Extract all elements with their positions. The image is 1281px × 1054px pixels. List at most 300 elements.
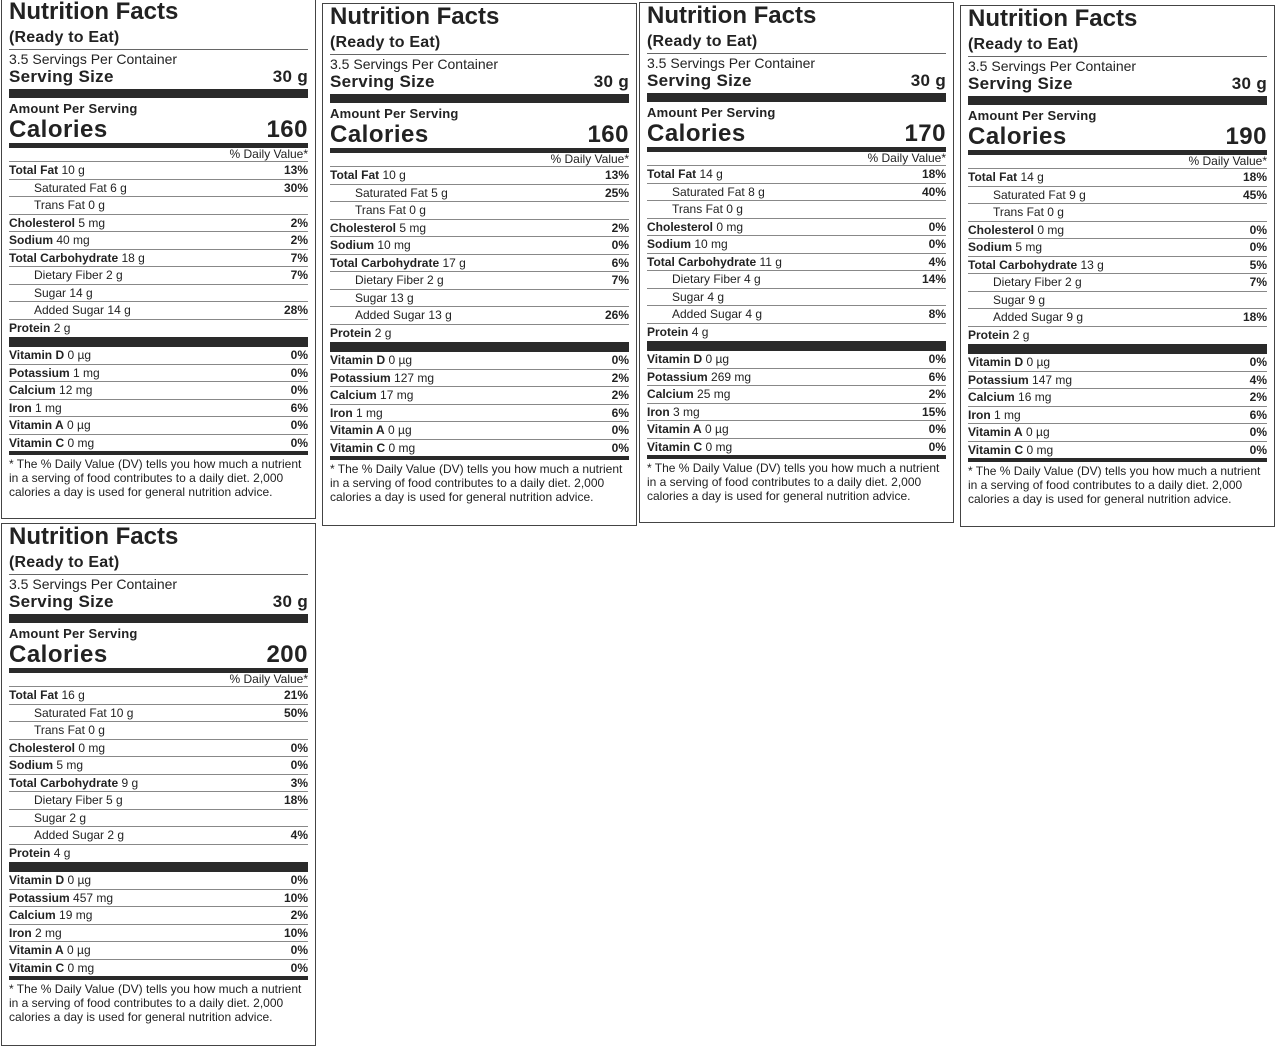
daily-value-percent: 2% (611, 220, 629, 235)
nutrient-label (968, 354, 1050, 371)
nutrient-amount: 5 g (106, 793, 123, 807)
nutrient-amount: 1 mg (73, 365, 100, 380)
nutrient-label (9, 400, 62, 417)
nutrient-row-iron (968, 407, 1267, 425)
nutrient-row-vitamin-a (330, 422, 629, 440)
daily-value-percent: 18% (1242, 310, 1267, 324)
nutrient-amount: 0 µg (705, 352, 730, 366)
nutrient-row-protein (330, 325, 629, 342)
daily-value-percent: 0% (290, 383, 308, 397)
nutrient-name: Protein (9, 320, 51, 335)
nutrient-label (330, 405, 383, 422)
nutrient-row-iron (9, 400, 308, 418)
nutrient-label (330, 220, 426, 237)
calories-row (330, 122, 629, 148)
nutrient-row-trans-fat (647, 201, 946, 219)
nutrient-name: Potassium (9, 365, 70, 380)
daily-value-header: % Daily Value* (330, 153, 629, 167)
daily-value-percent: 0% (290, 348, 308, 362)
daily-value-percent: 2% (611, 388, 629, 402)
calories-row (9, 117, 308, 143)
nutrient-row-added-sugar (330, 307, 629, 325)
daily-value-percent: 2% (290, 908, 308, 922)
daily-value-percent: 0% (290, 873, 308, 887)
nutrition-label (1, 0, 316, 519)
nutrient-row-potassium (330, 370, 629, 388)
nutrient-name: Total Fat (9, 688, 59, 702)
nutrient-amount: 0 g (1047, 205, 1064, 219)
daily-value-header: % Daily Value* (647, 152, 946, 166)
nutrient-amount: 0 g (726, 202, 743, 216)
nutrient-label (34, 302, 131, 319)
nutrient-name: Total Carbohydrate (647, 254, 757, 269)
servings-per-container: 3.5 Servings Per Container (9, 51, 178, 67)
nutrient-amount: 9 g (121, 775, 139, 790)
nutrient-name: Trans Fat (672, 202, 723, 216)
nutrient-label (330, 255, 466, 272)
nutrient-label (34, 705, 133, 722)
nutrient-label (9, 890, 113, 907)
daily-value-percent: 3% (290, 775, 308, 790)
nutrient-label (330, 370, 434, 387)
nutrient-amount: 0 µg (1026, 425, 1050, 439)
nutrient-label (647, 439, 732, 456)
serving-size-label: Serving Size (9, 592, 114, 611)
serving-size-value: 30 g (593, 72, 629, 91)
calories-label: Calories (330, 121, 429, 148)
nutrient-name: Vitamin A (9, 943, 64, 957)
nutrient-amount: 2 g (69, 810, 87, 825)
daily-value-percent: 13% (283, 163, 308, 177)
daily-value-percent: 14% (921, 272, 946, 286)
nutrient-label (672, 184, 765, 201)
nutrient-name: Sugar (355, 290, 388, 305)
nutrient-row-total-carbohydrate (968, 257, 1267, 275)
nutrient-name: Dietary Fiber (355, 273, 424, 287)
nutrient-row-total-fat (9, 162, 308, 180)
daily-value-percent: 2% (290, 233, 308, 247)
daily-value-percent: 8% (928, 307, 946, 321)
thick-divider (968, 344, 1267, 354)
nutrient-label (355, 185, 448, 202)
daily-value-percent: 7% (290, 268, 308, 282)
nutrient-label (647, 166, 723, 183)
nutrient-label (34, 827, 124, 844)
nutrient-label (968, 372, 1072, 389)
nutrient-row-trans-fat (9, 722, 308, 740)
daily-value-percent: 2% (1249, 390, 1267, 404)
nutrient-amount: 0 µg (705, 422, 729, 436)
daily-value-percent: 4% (290, 828, 308, 842)
nutrient-amount: 14 g (69, 285, 93, 300)
nutrient-amount: 10 g (61, 163, 85, 177)
nutrient-amount: 17 mg (380, 388, 414, 402)
nutrient-name: Calcium (968, 390, 1015, 404)
nutrient-label (993, 274, 1082, 291)
thick-divider (9, 89, 308, 98)
amount-per-serving: Amount Per Serving (647, 105, 776, 120)
daily-value-percent: 6% (611, 405, 629, 420)
serving-size-row (968, 74, 1267, 94)
nutrient-row-vitamin-d (330, 352, 629, 370)
nutrient-row-vitamin-d (9, 872, 308, 890)
daily-value-percent: 7% (1249, 275, 1267, 289)
nutrient-label (34, 285, 93, 302)
amount-per-serving: Amount Per Serving (330, 106, 459, 121)
label-subtitle: (Ready to Eat) (330, 34, 629, 55)
nutrient-amount: 0 mg (388, 440, 416, 455)
serving-size-row (9, 67, 308, 87)
nutrient-row-cholesterol (647, 219, 946, 237)
nutrient-amount: 457 mg (73, 890, 114, 905)
nutrition-label (639, 2, 954, 523)
nutrient-label (34, 722, 105, 739)
daily-value-percent: 0% (1249, 222, 1267, 237)
nutrient-row-added-sugar (9, 827, 308, 845)
nutrient-amount: 0 µg (67, 873, 92, 887)
nutrient-amount: 3 mg (673, 404, 700, 419)
nutrient-label (9, 925, 62, 942)
nutrient-name: Calcium (9, 908, 56, 922)
nutrient-amount: 0 g (88, 198, 105, 212)
nutrient-row-vitamin-d (647, 351, 946, 369)
nutrient-amount: 0 µg (1026, 355, 1051, 369)
nutrient-name: Protein (9, 845, 51, 860)
daily-value-percent: 7% (611, 273, 629, 287)
nutrient-amount: 147 mg (1032, 372, 1073, 387)
nutrient-name: Total Carbohydrate (330, 255, 440, 270)
nutrient-amount: 5 mg (399, 220, 427, 235)
daily-value-percent: 0% (928, 422, 946, 436)
nutrient-label (993, 292, 1045, 309)
nutrient-name: Sugar (672, 289, 705, 304)
nutrient-row-dietary-fiber (330, 272, 629, 290)
nutrient-amount: 269 mg (711, 369, 752, 384)
nutrient-label (9, 320, 70, 337)
nutrient-row-calcium (9, 907, 308, 925)
nutrient-amount: 0 g (88, 723, 105, 737)
nutrient-row-sodium (330, 237, 629, 255)
nutrient-name: Total Fat (647, 167, 697, 181)
calories-row (9, 642, 308, 668)
nutrient-label (647, 351, 729, 368)
nutrient-amount: 0 µg (67, 943, 91, 957)
nutrient-row-saturated-fat (9, 705, 308, 723)
daily-value-percent: 0% (1249, 425, 1267, 439)
calories-value: 200 (266, 641, 308, 668)
nutrient-row-total-carbohydrate (9, 250, 308, 268)
nutrition-label (322, 3, 637, 526)
amount-per-serving: Amount Per Serving (9, 101, 138, 116)
nutrient-amount: 0 mg (67, 960, 95, 975)
nutrient-label (9, 942, 91, 959)
nutrient-name: Saturated Fat (34, 705, 107, 720)
nutrient-row-vitamin-a (9, 942, 308, 960)
thick-divider (9, 337, 308, 347)
label-title: Nutrition Facts (9, 0, 179, 25)
daily-value-percent: 10% (283, 925, 308, 940)
nutrient-amount: 0 µg (67, 418, 91, 432)
nutrient-row-vitamin-d (9, 347, 308, 365)
nutrient-amount: 0 mg (1026, 442, 1054, 457)
nutrient-name: Cholesterol (9, 740, 76, 755)
nutrient-label (355, 307, 452, 324)
nutrient-row-vitamin-c (9, 435, 308, 452)
calories-label: Calories (9, 641, 108, 668)
nutrient-amount: 5 mg (1015, 240, 1043, 254)
nutrient-row-vitamin-d (968, 354, 1267, 372)
nutrient-name: Vitamin D (647, 352, 703, 366)
label-subtitle: (Ready to Eat) (9, 554, 308, 575)
nutrient-label (330, 167, 406, 184)
daily-value-percent: 4% (1249, 372, 1267, 387)
nutrient-amount: 4 g (707, 289, 725, 304)
nutrient-amount: 2 g (107, 828, 125, 842)
amount-per-serving: Amount Per Serving (9, 626, 138, 641)
nutrient-name: Calcium (9, 383, 56, 397)
nutrient-label (355, 290, 414, 307)
daily-value-percent: 21% (283, 688, 308, 702)
calories-row (968, 124, 1267, 150)
nutrient-amount: 0 mg (1037, 222, 1065, 237)
nutrient-amount: 0 mg (716, 219, 744, 234)
nutrient-label (968, 327, 1029, 344)
nutrient-amount: 127 mg (394, 370, 435, 385)
nutrient-amount: 40 mg (56, 233, 90, 247)
nutrient-name: Vitamin D (9, 873, 65, 887)
nutrient-name: Dietary Fiber (672, 272, 741, 286)
nutrient-name: Added Sugar (34, 303, 105, 317)
nutrient-name: Added Sugar (34, 828, 105, 842)
nutrient-amount: 14 g (107, 303, 131, 317)
nutrient-row-saturated-fat (647, 184, 946, 202)
daily-value-percent: 2% (290, 215, 308, 230)
nutrient-row-protein (9, 845, 308, 862)
daily-value-percent: 0% (290, 758, 308, 772)
nutrient-name: Sodium (9, 233, 53, 247)
daily-value-header: % Daily Value* (9, 148, 308, 162)
nutrient-amount: 14 g (699, 167, 723, 181)
nutrient-label (9, 687, 85, 704)
nutrient-label (330, 387, 413, 404)
nutrient-name: Vitamin A (9, 418, 64, 432)
nutrient-row-total-carbohydrate (9, 775, 308, 793)
nutrient-label (330, 440, 415, 457)
daily-value-percent: 6% (611, 255, 629, 270)
thick-divider (330, 94, 629, 103)
nutrient-amount: 12 mg (59, 383, 93, 397)
nutrient-name: Vitamin C (968, 442, 1024, 457)
nutrient-name: Vitamin C (330, 440, 386, 455)
footnote: * The % Daily Value (DV) tells you how much a nutrient in a serving of food contributes to a daily diet. 2,000 calories a day is used for general nutrition advice. (968, 464, 1261, 506)
serving-size-row (330, 72, 629, 92)
nutrient-row-calcium (9, 382, 308, 400)
nutrient-label (672, 289, 724, 306)
nutrient-row-total-fat (968, 169, 1267, 187)
serving-size-row (647, 71, 946, 91)
nutrient-row-dietary-fiber (9, 792, 308, 810)
nutrient-row-dietary-fiber (968, 274, 1267, 292)
nutrient-amount: 9 g (1069, 187, 1086, 202)
nutrient-name: Sodium (968, 240, 1012, 254)
nutrient-name: Added Sugar (672, 307, 743, 321)
nutrient-name: Sugar (34, 285, 67, 300)
nutrient-row-saturated-fat (330, 185, 629, 203)
nutrient-label (672, 306, 762, 323)
nutrient-name: Trans Fat (34, 198, 85, 212)
nutrient-amount: 2 mg (35, 925, 62, 940)
serving-size-value: 30 g (272, 67, 308, 86)
nutrient-row-protein (647, 324, 946, 341)
nutrient-label (330, 422, 412, 439)
nutrient-label (672, 271, 761, 288)
daily-value-percent: 0% (1249, 240, 1267, 254)
nutrient-name: Total Fat (968, 170, 1018, 184)
nutrient-amount: 5 mg (56, 758, 84, 772)
nutrient-label (968, 169, 1044, 186)
label-title: Nutrition Facts (9, 523, 179, 550)
daily-value-percent: 30% (283, 180, 308, 195)
footnote: * The % Daily Value (DV) tells you how much a nutrient in a serving of food contributes to a daily diet. 2,000 calories a day is used for general nutrition advice. (9, 982, 302, 1024)
nutrient-amount: 4 g (744, 272, 761, 286)
nutrient-name: Total Fat (9, 163, 59, 177)
calories-label: Calories (968, 123, 1067, 150)
daily-value-percent: 4% (928, 254, 946, 269)
nutrient-name: Trans Fat (355, 203, 406, 217)
calories-row (647, 121, 946, 147)
servings-per-container: 3.5 Servings Per Container (647, 55, 816, 71)
nutrient-name: Vitamin A (330, 423, 385, 437)
nutrient-name: Sodium (647, 237, 691, 251)
nutrient-name: Iron (9, 925, 32, 940)
nutrient-name: Cholesterol (968, 222, 1035, 237)
nutrient-label (9, 250, 145, 267)
nutrient-label (330, 352, 412, 369)
nutrient-label (968, 222, 1064, 239)
serving-size-row (9, 592, 308, 612)
footnote-divider (968, 458, 1267, 462)
nutrient-row-vitamin-c (9, 960, 308, 977)
nutrient-amount: 13 g (390, 290, 414, 305)
nutrient-label (9, 775, 138, 792)
nutrient-name: Potassium (330, 370, 391, 385)
nutrient-amount: 11 g (759, 254, 782, 269)
nutrient-row-vitamin-c (968, 442, 1267, 459)
nutrient-name: Cholesterol (330, 220, 397, 235)
thick-divider (968, 96, 1267, 105)
nutrient-row-dietary-fiber (647, 271, 946, 289)
nutrient-amount: 4 g (745, 307, 763, 321)
daily-value-percent: 2% (928, 387, 946, 401)
label-title: Nutrition Facts (647, 2, 817, 29)
nutrient-label (968, 407, 1021, 424)
nutrient-row-sodium (647, 236, 946, 254)
nutrient-amount: 14 g (1020, 170, 1044, 184)
nutrient-row-iron (647, 404, 946, 422)
daily-value-percent: 2% (611, 370, 629, 385)
nutrient-name: Iron (330, 405, 353, 420)
daily-value-header: % Daily Value* (968, 155, 1267, 169)
nutrient-name: Vitamin A (647, 422, 702, 436)
nutrient-amount: 6 g (110, 180, 127, 195)
daily-value-percent: 40% (921, 184, 946, 199)
nutrient-amount: 0 mg (705, 439, 733, 454)
nutrient-amount: 19 mg (59, 908, 93, 922)
nutrient-name: Saturated Fat (34, 180, 107, 195)
nutrient-row-potassium (968, 372, 1267, 390)
nutrient-label (9, 907, 92, 924)
nutrient-name: Cholesterol (9, 215, 76, 230)
calories-value: 190 (1225, 123, 1267, 150)
daily-value-percent: 5% (1249, 257, 1267, 272)
nutrient-label (647, 254, 782, 271)
nutrient-label (9, 232, 90, 249)
nutrient-label (9, 757, 83, 774)
nutrient-row-trans-fat (9, 197, 308, 215)
footnote-divider (330, 456, 629, 460)
nutrient-row-cholesterol (330, 220, 629, 238)
footnote-divider (647, 455, 946, 459)
daily-value-percent: 0% (290, 740, 308, 755)
nutrient-name: Vitamin A (968, 425, 1023, 439)
nutrient-row-iron (9, 925, 308, 943)
nutrient-name: Potassium (9, 890, 70, 905)
daily-value-percent: 0% (290, 365, 308, 380)
daily-value-percent: 0% (928, 219, 946, 234)
nutrient-label (9, 347, 91, 364)
nutrient-row-sodium (9, 232, 308, 250)
thick-divider (9, 862, 308, 872)
nutrient-amount: 13 g (1080, 257, 1104, 272)
nutrient-label (647, 386, 730, 403)
thick-divider (647, 341, 946, 351)
nutrient-row-saturated-fat (9, 180, 308, 198)
nutrient-name: Protein (968, 327, 1010, 342)
daily-value-percent: 0% (611, 440, 629, 455)
nutrient-row-trans-fat (330, 202, 629, 220)
nutrient-amount: 10 g (110, 705, 134, 720)
nutrient-row-dietary-fiber (9, 267, 308, 285)
nutrient-label (647, 369, 751, 386)
daily-value-percent: 0% (1249, 442, 1267, 457)
daily-value-percent: 28% (283, 303, 308, 317)
nutrient-amount: 0 µg (388, 423, 412, 437)
nutrient-amount: 9 g (1028, 292, 1046, 307)
nutrient-row-sugar (968, 292, 1267, 310)
daily-value-percent: 0% (928, 237, 946, 251)
calories-label: Calories (9, 116, 108, 143)
nutrient-name: Added Sugar (993, 310, 1064, 324)
nutrient-name: Added Sugar (355, 308, 426, 322)
nutrient-name: Potassium (647, 369, 708, 384)
daily-value-percent: 50% (283, 705, 308, 720)
serving-size-label: Serving Size (330, 72, 435, 91)
nutrition-label (960, 5, 1275, 527)
nutrient-amount: 0 g (409, 203, 426, 217)
serving-size-label: Serving Size (9, 67, 114, 86)
nutrient-name: Calcium (647, 387, 694, 401)
thick-divider (647, 93, 946, 102)
nutrient-name: Iron (9, 400, 32, 415)
nutrient-row-added-sugar (9, 302, 308, 320)
nutrient-label (647, 324, 708, 341)
nutrient-label (9, 872, 91, 889)
nutrient-label (355, 272, 444, 289)
nutrient-amount: 13 g (428, 308, 452, 322)
nutrient-row-saturated-fat (968, 187, 1267, 205)
daily-value-percent: 0% (290, 960, 308, 975)
thick-divider (9, 614, 308, 623)
